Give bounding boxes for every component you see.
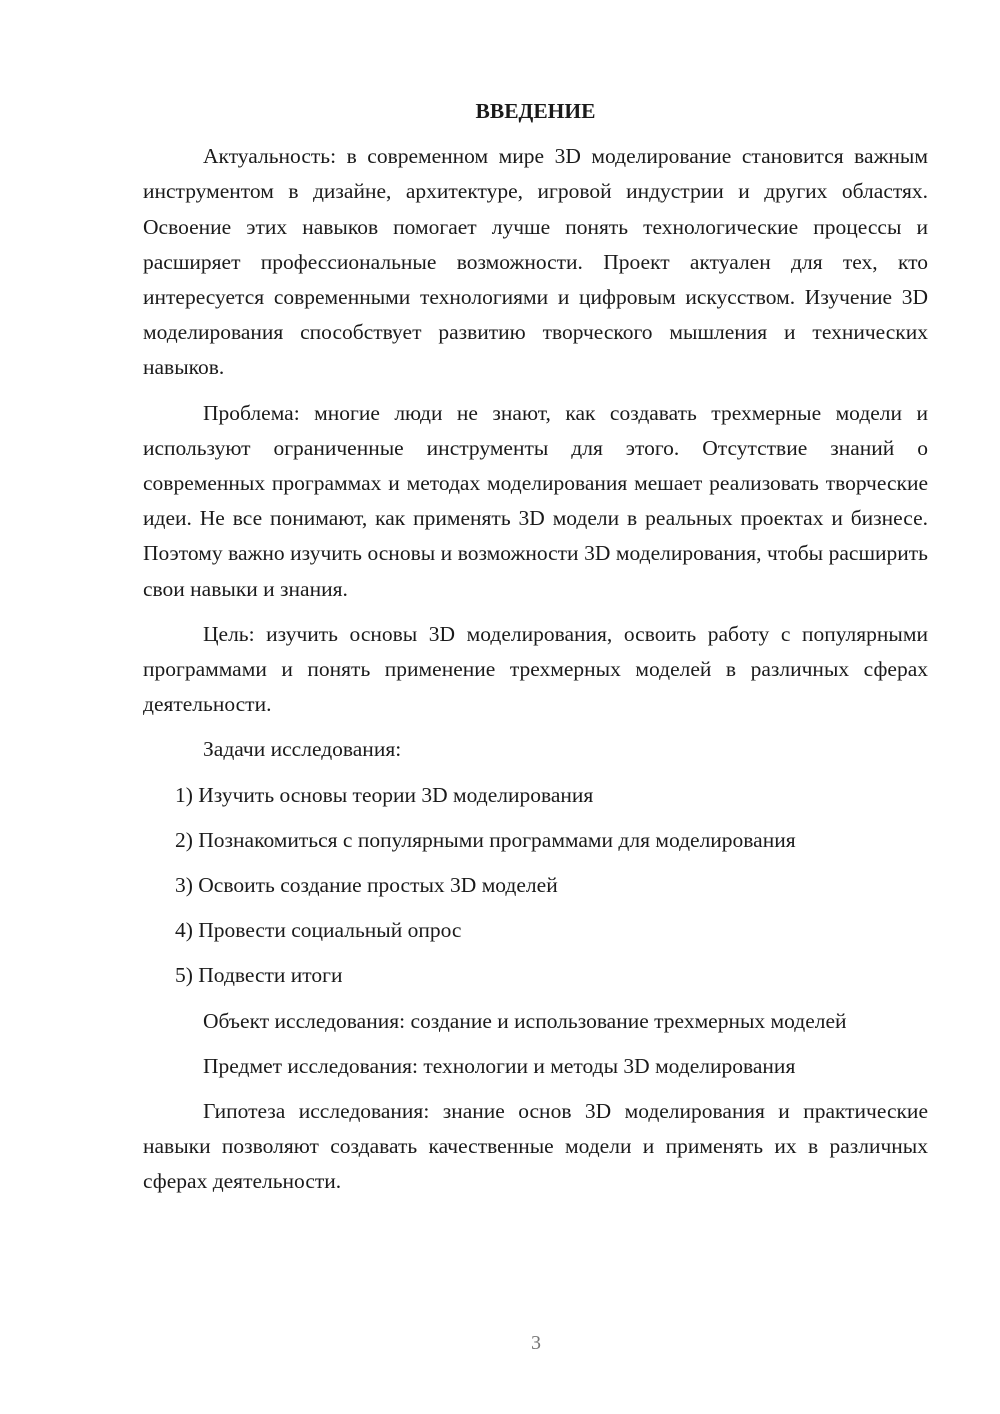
document-page xyxy=(143,94,928,1210)
problem-paragraph: Проблема: многие люди не знают, как создавать трехмерные модели и используют ограниченные инструменты для этого. Отсутствие знаний о современных программах и методах моделирования мешает реализовать творческие идеи. Не все понимают, как применять 3D модели в реальных проектах и бизнесе. Поэтому важно изучить основы и возможности 3D моделирования, чтобы расширить свои навыки и знания. xyxy=(143,400,928,601)
hypothesis-paragraph: Гипотеза исследования: знание основ 3D моделирования и практические навыки позволяют создавать качественные модели и применять их в различных сферах деятельности. xyxy=(143,1099,928,1194)
subject-paragraph: Предмет исследования: технологии и методы 3D моделирования xyxy=(203,1053,796,1078)
tasks-list xyxy=(143,778,928,994)
relevance-paragraph: Актуальность: в современном мире 3D моделирование становится важным инструментом в дизайне, архитектуре, игровой индустрии и других областях. Освоение этих навыков помогает лучше понять технологические процессы и расширяет профессиональные возможности. Проект актуален для тех, кто интересуется современными технологиями и цифровым искусством. Изучение 3D моделирования способствует развитию творческого мышления и технических навыков. xyxy=(143,144,928,380)
page-number: 3 xyxy=(531,1332,541,1354)
object-paragraph: Объект исследования: создание и использование трехмерных моделей xyxy=(203,1008,847,1033)
goal-paragraph: Цель: изучить основы 3D моделирования, освоить работу с популярными программами и понять применение трехмерных моделей в различных сферах деятельности. xyxy=(143,621,928,717)
list-item: 4) Провести социальный опрос xyxy=(175,918,462,943)
list-item: 5) Подвести итоги xyxy=(175,963,343,988)
list-item: 1) Изучить основы теории 3D моделирования xyxy=(175,782,594,807)
tasks-heading: Задачи исследования: xyxy=(203,737,402,762)
section-title: ВВЕДЕНИЕ xyxy=(475,99,596,123)
list-item: 2) Познакомиться с популярными программами для моделирования xyxy=(175,827,796,852)
list-item: 3) Освоить создание простых 3D моделей xyxy=(175,873,558,898)
